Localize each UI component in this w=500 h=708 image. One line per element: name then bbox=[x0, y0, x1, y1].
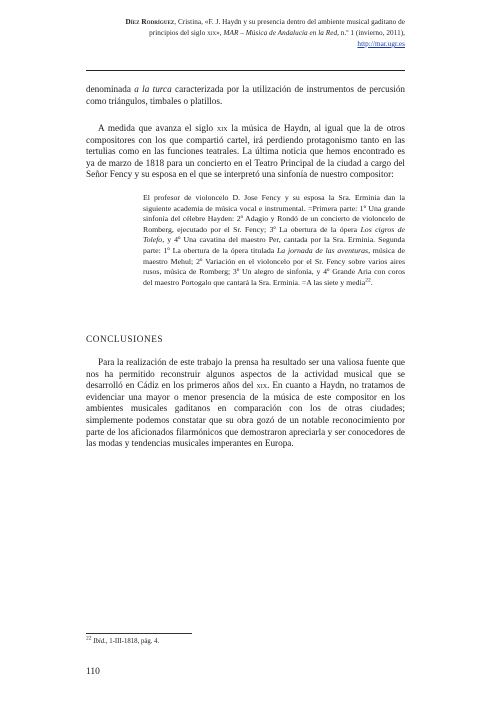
section-heading: CONCLUSIONES bbox=[86, 334, 164, 344]
footnote-text: , 1-III-1818, pág. 4. bbox=[105, 638, 160, 645]
header-citation-part-a: , Cristina, «F. J. Haydn y su presencia dentro del ambiente musical gaditano de principios del siglo bbox=[149, 18, 405, 37]
header-citation-part-b: », bbox=[216, 29, 224, 37]
footnote-rule bbox=[86, 633, 192, 634]
paragraph-1 bbox=[86, 84, 405, 107]
paragraph-2-text-a: A medida que avanza el siglo bbox=[98, 123, 217, 133]
footnote-ibid: Ibid. bbox=[93, 638, 106, 645]
quote-text-c: , música de maestro Mehul; 2º Variación en el violoncelo por el Sr. Fency sobre varios aires rusos, música de Romberg; 3º Un alegro de sinfonía, y 4º Grande Aria con coros del maestro Portogalo que cantará la Sra. Erminia. =A las siete y media bbox=[143, 245, 405, 287]
quote-end: . bbox=[370, 277, 373, 287]
paragraph-2 bbox=[86, 123, 405, 181]
quote-italic-opera-2: La jornada de las aventuras bbox=[276, 245, 369, 255]
header-citation-part-c: , n.º 1 (invierno, 2011), bbox=[337, 29, 405, 37]
paragraph-2-century: xix bbox=[216, 123, 228, 133]
paragraph-3 bbox=[86, 357, 405, 450]
header-journal: MAR – Música de Andalucía en la Red bbox=[223, 29, 338, 37]
quote-text-b: , y 4º Una cavatina del maestro Per, cantada por la Sra. Erminia. Segunda parte: 1º La obertura de la ópera titulada bbox=[143, 235, 405, 255]
footnote-reference[interactable]: 22 bbox=[365, 277, 371, 284]
paragraph-1-text-b: caracterizada por la utilización de instrumentos de percusión como triángulos, timbales o platillos. bbox=[86, 84, 406, 106]
paragraph-1-italic: a la turca bbox=[134, 84, 172, 94]
quote-text-a: El profesor de violoncelo D. Jose Fency y su esposa la Sra. Erminia dan la siguiente academia de música vocal e instrumental. =Primera parte: 1º Una grande sinfonía del célebre Hayden: 2º Adagio y Rondó de un concierto de violoncelo de Romberg, ejecutado por el Sr. Fency; 3º La obertura de la ópera bbox=[143, 193, 405, 234]
footnote bbox=[86, 637, 386, 646]
running-header bbox=[110, 17, 405, 50]
header-author: Díez Rodríguez bbox=[125, 18, 175, 26]
footnote-number: 22 bbox=[86, 635, 92, 642]
page-number: 110 bbox=[86, 667, 100, 677]
paragraph-3-century: xix bbox=[256, 380, 268, 391]
block-quote bbox=[143, 193, 405, 288]
paragraph-3-text-a: Para la realización de este trabajo la prensa ha resultado ser una valiosa fuente que nos ha permitido reconstruir algunos aspectos de la actividad musical que se desarrolló en Cádiz en los primeros años del bbox=[86, 357, 405, 391]
quote-italic-opera-1: Los cigros de Tolefo bbox=[143, 224, 405, 245]
paragraph-2-text-b: la música de Haydn, al igual que la de otros compositores con los que compartió cartel, irá perdiendo protagonismo tanto en las tertulias como en las funciones teatrales. La última noticia que hemos encontrado es ya de marzo de 1818 para un concierto en el Teatro Principal de la ciudad a cargo del Señor Fency y su esposa en el que se interpretó una sinfonía de nuestro compositor: bbox=[86, 123, 405, 180]
paragraph-1-text-a: denominada bbox=[86, 84, 135, 94]
header-century: xix bbox=[207, 29, 217, 37]
header-rule bbox=[86, 70, 405, 71]
header-url-link[interactable]: http://mar.ugr.es bbox=[357, 40, 405, 48]
paragraph-3-text-b: . En cuanto a Haydn, no tratamos de evidenciar una mayor o menor presencia de la música de este compositor en los ambientes musicales gaditanos en comparación con los de otras ciudades; simplemente podemos constatar que su obra gozó de un notable reconocimiento por parte de los aficionados filarmónicos que demostraron apreciarla y ser conocedores de las modas y tendencias musicales imperantes en Europa. bbox=[86, 380, 405, 449]
